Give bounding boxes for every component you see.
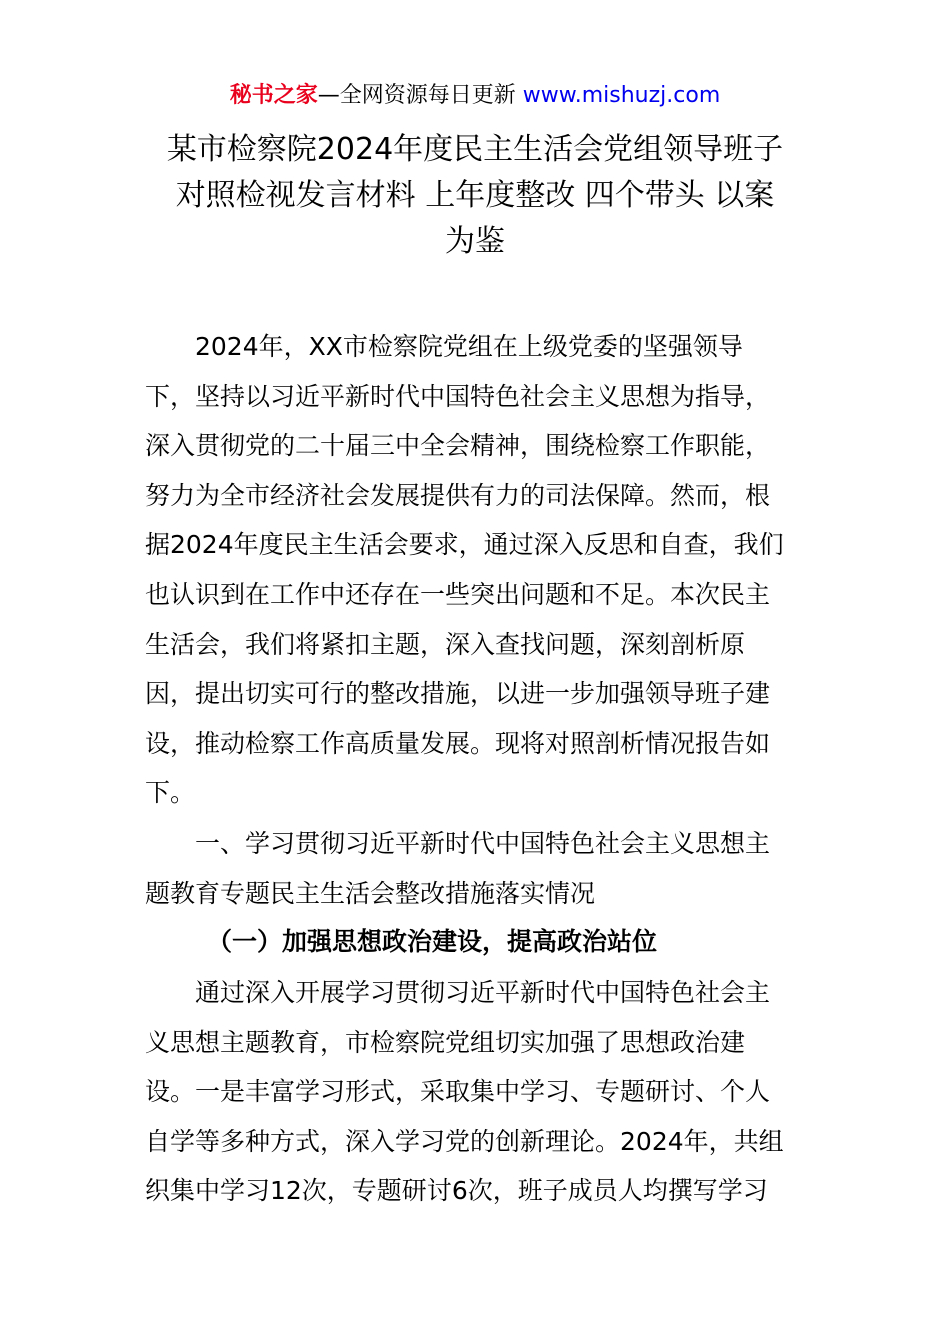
text-line: 一、学习贯彻习近平新时代中国特色社会主义思想主	[195, 829, 771, 858]
text-line: 据2024年度民主生活会要求，通过深入反思和自查，我们	[145, 530, 784, 560]
site-url-link[interactable]: www.mishuzj.com	[522, 83, 721, 108]
title-line: 为鉴	[445, 224, 505, 259]
text-line: 深入贯彻党的二十届三中全会精神，围绕检察工作职能，	[145, 431, 771, 461]
text-line: 题教育专题民主生活会整改措施落实情况	[145, 878, 596, 908]
body-paragraph	[145, 968, 810, 1216]
site-brand: 秘书之家	[229, 83, 318, 108]
text-line: 义思想主题教育，市检察院党组切实加强了思想政治建	[145, 1027, 746, 1057]
text-line: 努力为全市经济社会发展提供有力的司法保障。然而，根	[145, 480, 771, 510]
site-header	[0, 80, 950, 112]
subsection-title: （一）加强思想政治建设，提高政治站位	[207, 927, 658, 956]
text-line: 下。	[145, 778, 196, 808]
text-line: 设，推动检察工作高质量发展。现将对照剖析情况报告如	[145, 728, 771, 758]
site-tagline: —全网资源每日更新	[317, 83, 516, 108]
text-line: 织集中学习12次，专题研讨6次，班子成员人均撰写学习	[145, 1176, 768, 1206]
text-line: 2024年，XX市检察院党组在上级党委的坚强领导	[195, 332, 743, 361]
title-line: 对照检视发言材料 上年度整改 四个带头 以案	[175, 178, 775, 213]
text-line: 因，提出切实可行的整改措施，以进一步加强领导班子建	[145, 679, 771, 709]
text-line: 自学等多种方式，深入学习党的创新理论。2024年，共组	[145, 1126, 784, 1156]
text-line: 下，坚持以习近平新时代中国特色社会主义思想为指导，	[145, 381, 771, 411]
document-title	[140, 127, 810, 265]
text-line: 设。一是丰富学习形式，采取集中学习、专题研讨、个人	[145, 1077, 771, 1107]
text-line: 也认识到在工作中还存在一些突出问题和不足。本次民主	[145, 579, 771, 609]
section-heading	[145, 819, 810, 918]
text-line: 通过深入开展学习贯彻习近平新时代中国特色社会主	[195, 978, 771, 1007]
text-line: 生活会，我们将紧扣主题，深入查找问题，深刻剖析原	[145, 629, 746, 659]
title-line: 某市检察院2024年度民主生活会党组领导班子	[166, 132, 784, 167]
subsection-heading	[145, 917, 810, 967]
intro-paragraph	[145, 322, 810, 818]
